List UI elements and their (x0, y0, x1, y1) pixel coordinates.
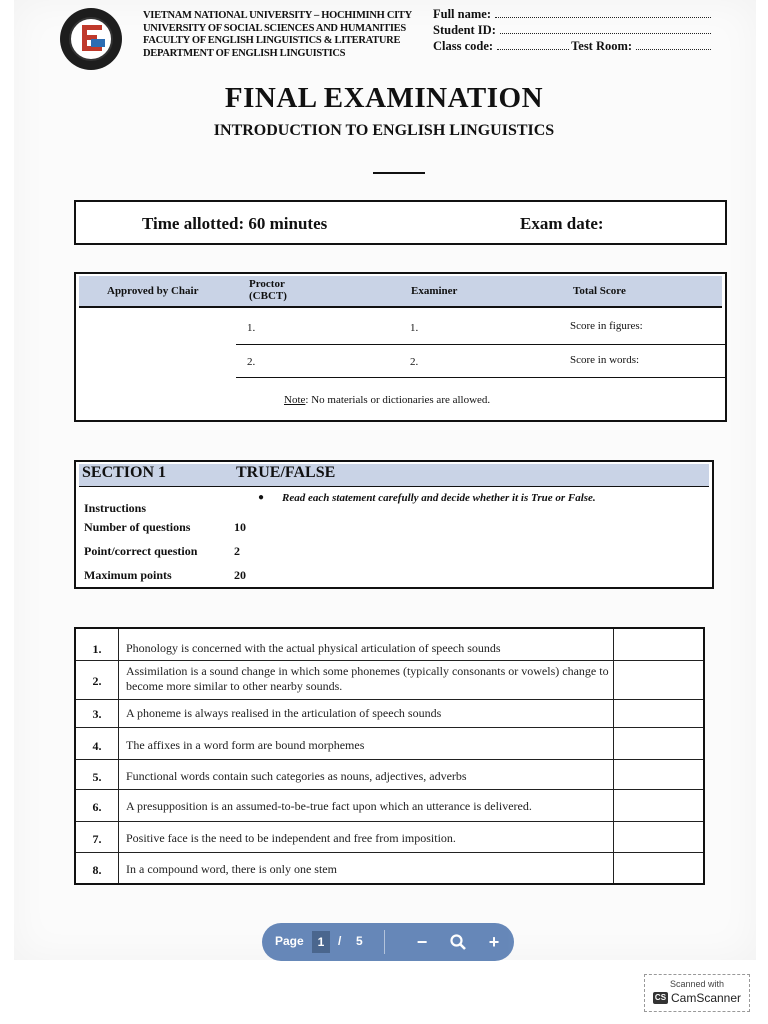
note-label: Note (284, 394, 306, 406)
zoom-reset-button[interactable] (446, 929, 470, 955)
exam-subtitle: INTRODUCTION TO ENGLISH LINGUISTICS (213, 122, 555, 139)
examiner-1: 1. (410, 322, 419, 334)
question-number: 4. (92, 739, 102, 753)
scanned-with-text: Scanned with (669, 979, 725, 989)
instruction-text: Read each statement carefully and decide whether it is True or False. (282, 492, 596, 504)
points-label: Point/correct question (84, 544, 198, 558)
university-header (143, 10, 412, 60)
bullet-icon: ● (258, 492, 265, 503)
full-name-field (495, 17, 711, 18)
zoom-in-button[interactable]: + (488, 932, 500, 952)
class-code-label: Class code: (433, 39, 494, 53)
instructions-label: Instructions (84, 501, 147, 515)
row-divider (76, 789, 703, 790)
header-examiner: Examiner (411, 285, 458, 297)
test-room-label: Test Room: (571, 39, 633, 53)
camscanner-name: CamScanner (670, 991, 742, 1005)
question-text: A presupposition is an assumed-to-be-true fact upon which an utterance is delivered. (126, 799, 532, 813)
question-number: 7. (92, 832, 102, 846)
row-divider (236, 344, 725, 345)
question-text: Assimilation is a sound change in which some phonemes (typically consonants or vowels) change to become more similar to other nearby sounds. (126, 664, 609, 693)
total-pages: 5 (356, 934, 363, 948)
magnifier-icon (449, 933, 467, 951)
test-room-field (636, 49, 711, 50)
proctor-1: 1. (247, 322, 256, 334)
header-total-score: Total Score (573, 285, 626, 297)
section-1-box (74, 460, 714, 589)
full-name-label: Full name: (433, 7, 491, 21)
row-divider (76, 727, 703, 728)
header-approved-by-chair: Approved by Chair (107, 285, 199, 297)
university-line-1: VIETNAM NATIONAL UNIVERSITY – HOCHIMINH CITY (143, 10, 412, 21)
page-separator: / (338, 934, 342, 948)
note-text: : No materials or dictionaries are allowed. (305, 394, 491, 406)
question-number: 1. (92, 642, 102, 656)
row-divider (76, 699, 703, 700)
score-table-header (79, 276, 722, 308)
class-code-field (497, 49, 569, 50)
question-text: In a compound word, there is only one stem (126, 862, 337, 876)
question-number: 3. (92, 707, 102, 721)
proctor-line-1: Proctor (249, 278, 285, 290)
header-proctor (249, 278, 287, 302)
exam-date: Exam date: (520, 214, 604, 233)
num-questions-value: 10 (234, 520, 246, 534)
current-page-input[interactable]: 1 (312, 931, 330, 953)
section-name: SECTION 1 (82, 464, 167, 481)
score-table (74, 272, 727, 422)
zoom-out-button[interactable]: − (416, 932, 428, 952)
question-text: Positive face is the need to be independent and free from imposition. (126, 831, 456, 845)
camscanner-icon: CS (654, 993, 667, 1002)
page-label: Page (275, 934, 304, 948)
proctor-2: 2. (247, 356, 256, 368)
university-line-2: UNIVERSITY OF SOCIAL SCIENCES AND HUMANITIES (143, 22, 406, 34)
title-divider (373, 172, 425, 174)
time-box (74, 200, 727, 245)
question-number: 2. (92, 674, 102, 688)
university-line-4: DEPARTMENT OF ENGLISH LINGUISTICS (143, 47, 346, 59)
max-points-value: 20 (234, 568, 246, 582)
exam-title: FINAL EXAMINATION (224, 82, 544, 114)
university-line-3: FACULTY OF ENGLISH LINGUISTICS & LITERATURE (143, 35, 401, 46)
note (284, 394, 490, 406)
row-divider (236, 377, 725, 378)
question-text: The affixes in a word form are bound morphemes (126, 738, 365, 752)
examiner-2: 2. (410, 356, 419, 368)
max-points-label: Maximum points (84, 568, 172, 582)
question-text: A phoneme is always realised in the articulation of speech sounds (126, 706, 442, 720)
time-allotted: Time allotted: 60 minutes (142, 214, 328, 233)
page-navigation-bar (262, 923, 514, 961)
question-number: 6. (92, 800, 102, 814)
student-id-field (500, 33, 711, 34)
question-text: Phonology is concerned with the actual physical articulation of speech sounds (126, 641, 501, 655)
university-logo (60, 8, 122, 70)
student-info-block (433, 6, 713, 54)
section-type: TRUE/FALSE (236, 464, 336, 481)
row-divider (76, 759, 703, 760)
points-value: 2 (234, 544, 240, 558)
question-number: 5. (92, 770, 102, 784)
score-in-figures: Score in figures: (570, 320, 643, 332)
camscanner-watermark (644, 974, 750, 1012)
num-questions-label: Number of questions (84, 520, 191, 534)
row-divider (76, 660, 703, 661)
column-divider (118, 629, 119, 883)
row-divider (76, 852, 703, 853)
student-id-label: Student ID: (433, 23, 496, 37)
score-in-words: Score in words: (570, 354, 640, 366)
section-header-bar (79, 464, 709, 487)
question-text: Functional words contain such categories as nouns, adjectives, adverbs (126, 769, 467, 783)
question-number: 8. (92, 863, 102, 877)
pager-divider (384, 930, 385, 954)
proctor-line-2: (CBCT) (249, 290, 287, 302)
questions-table (74, 627, 705, 885)
row-divider (76, 821, 703, 822)
